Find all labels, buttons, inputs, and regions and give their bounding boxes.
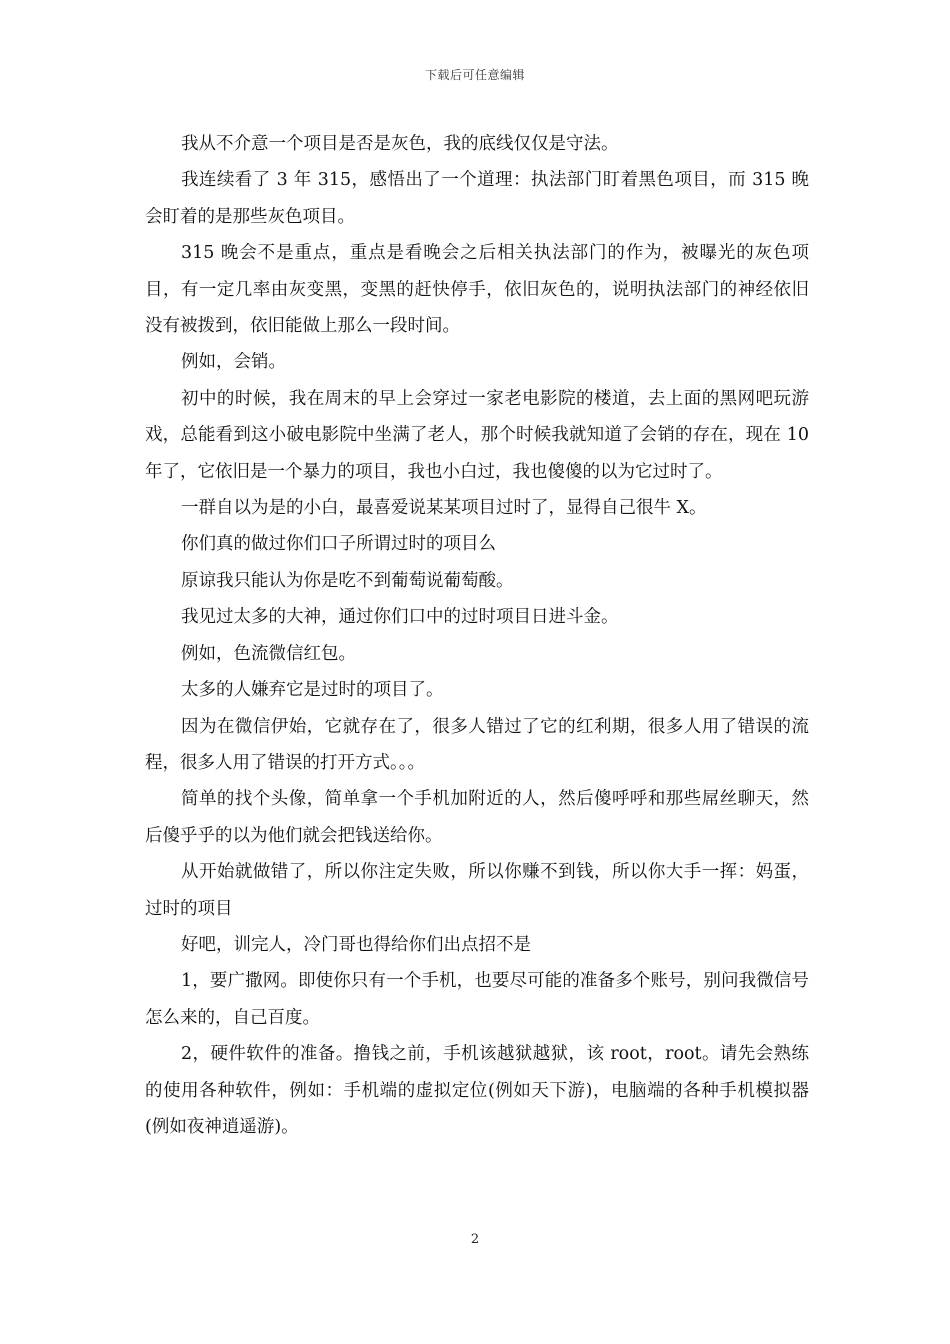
page-number: 2 <box>470 1232 480 1247</box>
paragraph: 我见过太多的大神，通过你们口中的过时项目日进斗金。 <box>181 607 619 628</box>
paragraph: 好吧，训完人，冷门哥也得给你们出点招不是 <box>181 934 531 955</box>
paragraph: 例如，会销。 <box>181 352 286 373</box>
paragraph: 从开始就做错了，所以你注定失败，所以你赚不到钱，所以你大手一挥：妈蛋，过时的项目 <box>145 862 809 919</box>
paragraph: 太多的人嫌弃它是过时的项目了。 <box>181 680 444 701</box>
paragraph: 因为在微信伊始，它就存在了，很多人错过了它的红利期，很多人用了错误的流程，很多人用了错误的打开方式。。。 <box>145 716 809 773</box>
paragraph: 315 晚会不是重点，重点是看晚会之后相关执法部门的作为，被曝光的灰色项目，有一定几率由灰变黑，变黑的赶快停手，依旧灰色的，说明执法部门的神经依旧没有被拨到，依旧能做上那么一段时间。 <box>145 243 809 337</box>
paragraph: 原谅我只能认为你是吃不到葡萄说葡萄酸。 <box>181 570 514 591</box>
paragraph: 2，硬件软件的准备。撸钱之前，手机该越狱越狱，该 root，root。请先会熟练的使用各种软件，例如：手机端的虚拟定位(例如天下游)，电脑端的各种手机模拟器(例如夜神逍遥游)。 <box>145 1044 809 1137</box>
page-header: 下载后可任意编辑 <box>424 68 525 82</box>
paragraph: 1，要广撒网。即使你只有一个手机，也要尽可能的准备多个账号，别问我微信号怎么来的，自己百度。 <box>145 971 809 1028</box>
paragraph: 初中的时候，我在周末的早上会穿过一家老电影院的楼道，去上面的黑网吧玩游戏，总能看到这小破电影院中坐满了老人，那个时候我就知道了会销的存在，现在 10 年了，它依旧是一个暴力的项目，我也小白过，我也傻傻的以为它过时了。 <box>145 388 809 482</box>
paragraph: 我从不介意一个项目是否是灰色，我的底线仅仅是守法。 <box>181 134 619 154</box>
paragraph: 你们真的做过你们口子所谓过时的项目么 <box>181 534 496 555</box>
paragraph: 一群自以为是的小白，最喜爱说某某项目过时了，显得自己很牛 X。 <box>181 498 707 519</box>
paragraph: 例如，色流微信红包。 <box>181 643 356 664</box>
document-body <box>145 126 809 1145</box>
paragraph: 我连续看了 3 年 315，感悟出了一个道理：执法部门盯着黑色项目，而 315 晚会盯着的是那些灰色项目。 <box>145 170 809 227</box>
paragraph: 简单的找个头像，简单拿一个手机加附近的人，然后傻呼呼和那些屌丝聊天，然后傻乎乎的以为他们就会把钱送给你。 <box>145 789 809 846</box>
